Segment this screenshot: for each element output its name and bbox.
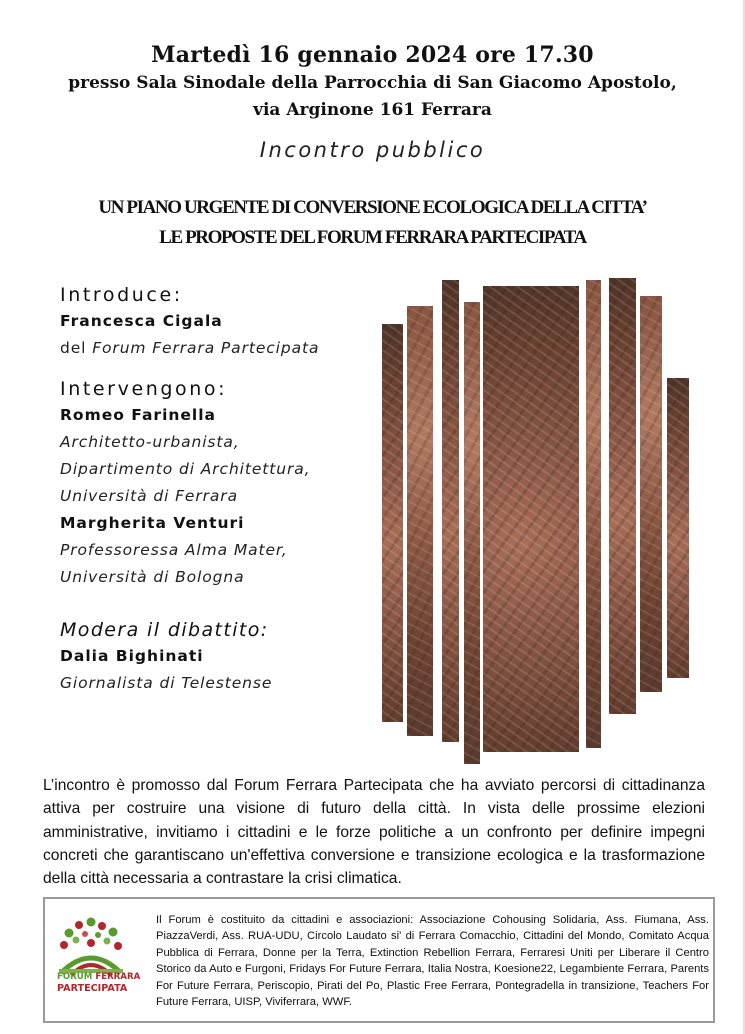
logo-wordmark-line-1: [57, 972, 141, 982]
photo-strip: [609, 278, 636, 714]
panel-label: Intervengono:: [60, 378, 228, 400]
logo-word-forum: FORUM: [57, 972, 96, 982]
panelist-1-role-line-1: Architetto-urbanista,: [60, 433, 240, 451]
panelist-1-name: Romeo Farinella: [60, 406, 217, 424]
panelist-1-role-line-3: Università di Ferrara: [60, 487, 238, 505]
event-header: [0, 40, 745, 124]
logo-word-ferrara: FERRARA: [95, 972, 141, 982]
main-title: [0, 193, 745, 253]
moderator-label: Modera il dibattito:: [60, 619, 269, 641]
event-venue-line-1: presso Sala Sinodale della Parrocchia di San Giacomo Apostolo,: [68, 73, 677, 93]
photo-strip: [483, 286, 579, 752]
event-type: Incontro pubblico: [259, 138, 486, 162]
photo-strip: [407, 306, 433, 736]
main-title-line-2: LE PROPOSTE DEL FORUM FERRARA PARTECIPATA: [159, 227, 586, 248]
city-aerial-photo-collage: [382, 276, 692, 766]
photo-strip: [464, 302, 480, 764]
photo-strip: [382, 324, 403, 722]
photo-strip: [667, 378, 689, 678]
photo-strip: [640, 296, 662, 692]
introducer-label: Introduce:: [60, 284, 183, 306]
event-venue-line-2: via Arginone 161 Ferrara: [253, 100, 492, 120]
moderator-name: Dalia Bighinati: [60, 647, 204, 665]
photo-strip: [442, 280, 459, 742]
panelist-2-name: Margherita Venturi: [60, 514, 245, 532]
panelist-2-role-line-2: Università di Bologna: [60, 568, 245, 586]
introducer-role-prefix: del: [60, 339, 93, 357]
event-description: L’incontro è promosso dal Forum Ferrara Partecipata che ha avviato percorsi di cittadinanza attiva per costruire una visione di futuro della città. In vista delle prossime elezioni amministrative, invitiamo i cittadini e le forze politiche a un confronto per definire impegni concreti che garantiscano un'effettiva conversione e transizione ecologica e la trasformazione della città necessaria a contrastare la crisi climatica.: [43, 777, 705, 888]
introducer-role-org: Forum Ferrara Partecipata: [92, 339, 320, 357]
panelist-1-role-line-2: Dipartimento di Architettura,: [60, 460, 311, 478]
event-date-time: Martedì 16 gennaio 2024 ore 17.30: [151, 42, 594, 68]
members-list: Il Forum è costituito da cittadini e associazioni: Associazione Cohousing Solidaria, Ass. Fiumana, Ass. PiazzaVerdi, Ass. RUA-UDU, Circolo Laudato si' di Ferrara Comacchio, Cittadini del Mondo, Comitato Acqua Pubblica di Ferrara, Donne per la Terra, Extinction Rebellion Ferrara, Ferraresi Uniti per Liberare il Centro Storico da Auto e Furgoni, Fridays For Future Ferrara, Italia Nostra, Koesione22, Legambiente Ferrara, Parents For Future Ferrara, Periscopio, Pirati del Po, Plastic Free Ferrara, Pontegradella in transizione, Teachers For Future Ferrara, UISP, Viviferrara, WWF.: [156, 914, 709, 1009]
speakers-section: [60, 282, 380, 697]
introducer-role: [60, 335, 380, 362]
introducer-name: Francesca Cigala: [60, 312, 223, 330]
moderator-role: Giornalista di Telestense: [60, 674, 273, 692]
members-box: [43, 897, 715, 1023]
main-title-line-1: UN PIANO URGENTE DI CONVERSIONE ECOLOGICA DELLA CITTA’: [98, 197, 647, 218]
logo-tree-icon: [59, 918, 123, 976]
forum-logo-icon: [55, 913, 133, 1017]
logo-wordmark-line-2: PARTECIPATA: [57, 983, 128, 994]
panelist-2-role-line-1: Professoressa Alma Mater,: [60, 541, 288, 559]
photo-strip: [586, 280, 601, 748]
